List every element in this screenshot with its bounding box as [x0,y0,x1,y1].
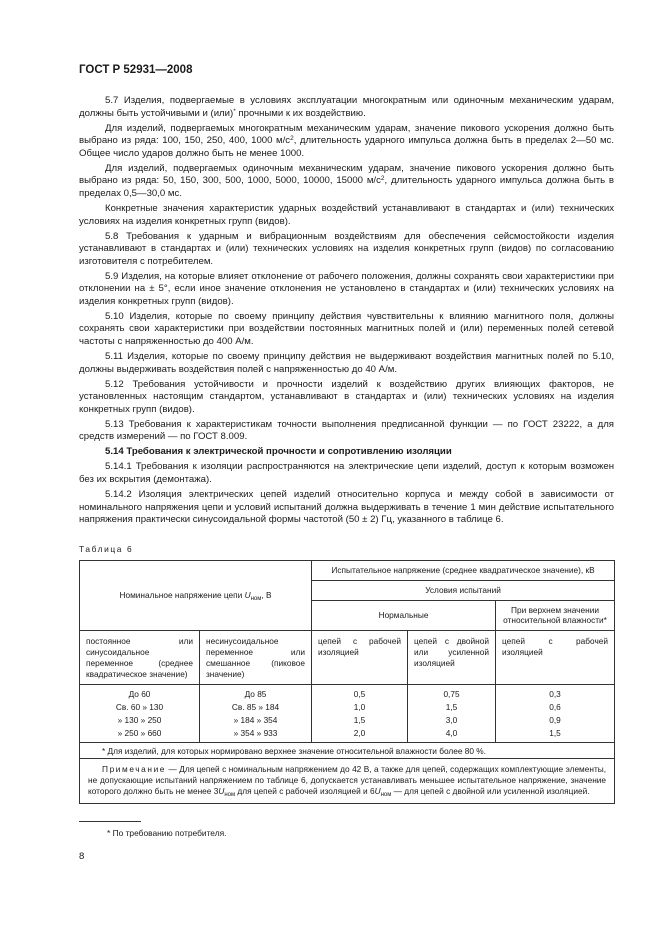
header-test-voltage: Испытательное напряжение (среднее квадратическое значение), кВ [312,561,615,581]
page-footnote: * По требованию потребителя. [107,828,227,838]
table-row: » 250 » 660 » 354 » 933 2,0 4,0 1,5 [80,727,615,742]
paragraph-5-13: 5.13 Требования к характеристикам точности выполнения предписанной функции — по ГОСТ 23222, а для средств измерений — по ГОСТ 8.009. [79,418,614,443]
table-row: До 60 До 85 0,5 0,75 0,3 [80,685,615,701]
paragraph-5-8: 5.8 Требования к ударным и вибрационным воздействиям для обеспечения сейсмостойкости изделия устанавливают в стандартах и (или) технических условиях на изделия конкретных групп (видов) по согласованию изготовителя с потребителем. [79,230,614,267]
paragraph-5-9: 5.9 Изделия, на которые влияет отклонение от рабочего положения, должны сохранять свои характеристики при отклонении на ± 5°, если иное значение отклонения не установлено в стандартах и (или) технических условиях на изделия конкретных групп (видов). [79,270,614,307]
paragraph-5-11: 5.11 Изделия, которые по своему принципу действия не выдерживают воздействия магнитных полей по 5.10, должны выдерживать воздействия полей с напряженностью до 40 А/м. [79,351,614,375]
header-normal-conditions: Нормальные [312,600,496,631]
table-note: Примечание — Для цепей с номинальным напряжением до 42 В, а также для цепей, содержащих комплектующие элементы, не допускающие испытаний напряжением по таблице 6, допускается устанавливать меньшее испытательное напряжение, значение которого должно быть не менее $3U_{ном}$ для цепей с рабочей изоляцией и $6U_{ном}$ — для цепей с двойной или усиленной изоляцией. [80,759,615,803]
footnote-mark: * [233,107,236,115]
body-text [79,95,614,529]
table-caption: Таблица 6 [79,544,134,554]
subheader-working-insulation: цепей с рабочей изоляцией [312,631,408,685]
paragraph-5-10: 5.10 Изделия, которые по своему принципу действия чувствительны к влиянию магнитного поля, должны сохранять свои характеристики при воздействии постоянных магнитных полей и (или) переменных полей сетевой частоты с напряженностью до 400 А/м. [79,310,614,348]
subheader-nonsinusoidal: несинусоидальное переменное или смешанное (пиковое значение) [200,631,312,685]
paragraph-5-14-2: 5.14.2 Изоляция электрических цепей изделий относительно корпуса и между собой в зависимости от номинального напряжения цепи и условий испытаний должна выдерживать в течение 1 мин действие испытательного напряжения практически синусоидальной формы частотой (50 ± 2) Гц, указанного в таблице 6. [79,488,614,526]
paragraph-5-7-single-shocks: Для изделий, подвергаемых одиночным механическим ударам, значение пикового ускорения должно быть выбрано из ряда: 50, 150, 300, 500, 1000, 5000, 10000, 15000 $м/с^2$, длительность ударного импульса должна быть в пределах 0,5—30,0 мс. [79,162,615,199]
section-heading-5-14: 5.14 Требования к электрической прочности и сопротивлению изоляции [105,446,452,458]
subheader-sinusoidal: постоянное или синусоидальное переменное (среднее квадратическое значение) [80,631,200,685]
page-number: 8 [79,851,85,862]
paragraph-5-7-specific-values: Конкретные значения характеристик ударных воздействий устанавливают в стандартах и (или) технических условиях на изделия конкретных групп (видов). [79,202,614,227]
table-6 [79,560,615,804]
subheader-working-insulation-humid: цепей с рабочей изоляцией [496,631,615,685]
header-test-conditions: Условия испытаний [312,580,615,600]
header-nominal-voltage: Номинальное напряжение цепи $U_{ном}$, В [80,561,312,631]
table-row: Св. 60 » 130 Св. 85 » 184 1,0 1,5 0,6 [80,701,615,714]
footnote-divider [79,821,141,822]
paragraph-5-7-multiple-shocks: Для изделий, подвергаемых многократным механическим ударам, значение пикового ускорения должно быть выбрано из ряда: 100, 150, 250, 400, 1000 $м/с^2$, длительность ударного импульса должна быть в пределах 2—50 мс. Общее число ударов должно быть не менее 1000. [79,122,615,159]
header-upper-humidity: При верхнем значении относительной влажности* [496,600,615,631]
note-label: Примечание [102,764,167,775]
subheader-double-insulation: цепей с двойной или усиленной изоляцией [408,631,496,685]
paragraph-5-14-1: 5.14.1 Требования к изоляции распространяются на электрические цепи изделий, доступ к которым возможен без их вскрытия (демонтажа). [79,461,614,485]
paragraph-5-7: 5.7 Изделия, подвергаемые в условиях эксплуатации многократным или одиночным механическим ударам, должны быть устойчивыми и (или)* прочными к их воздействию. [79,95,614,119]
paragraph-5-12: 5.12 Требования устойчивости и прочности изделий к воздействию других влияющих факторов, не установленных настоящим стандартом, устанавливают в стандартах и (или) технических условиях на изделия конкретных групп (видов). [79,378,614,415]
table-row: » 130 » 250 » 184 » 354 1,5 3,0 0,9 [80,714,615,727]
table-footnote-humidity: * Для изделий, для которых нормировано верхнее значение относительной влажности более 80 %. [80,742,615,759]
standard-header: ГОСТ Р 52931—2008 [79,64,193,76]
